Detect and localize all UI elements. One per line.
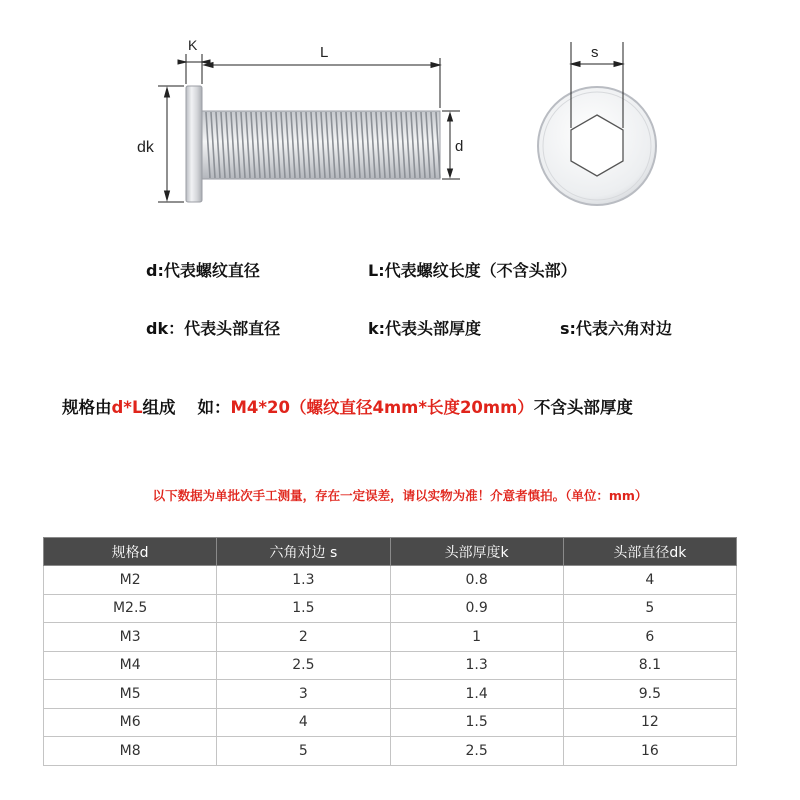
table-row bbox=[44, 680, 737, 709]
spec-example: M4*20（螺纹直径4mm*长度20mm） bbox=[230, 398, 534, 417]
measurement-notice: 以下数据为单批次手工测量，存在一定误差，请以实物为准！介意者慎拍。（单位：mm） bbox=[152, 488, 648, 503]
cell-size: M6 bbox=[44, 708, 217, 737]
cell-head-diameter: 5 bbox=[563, 594, 736, 623]
screw-diagram bbox=[0, 0, 800, 230]
cell-hex-width: 5 bbox=[217, 737, 390, 766]
table-row bbox=[44, 566, 737, 595]
d-label: d bbox=[455, 138, 464, 155]
cell-size: M2.5 bbox=[44, 594, 217, 623]
spec-prefix: 规格由 bbox=[62, 398, 112, 417]
screw-side-view bbox=[186, 86, 440, 202]
cell-head-thickness: 0.9 bbox=[390, 594, 563, 623]
spec-formula: d*L bbox=[111, 398, 143, 417]
table-row bbox=[44, 651, 737, 680]
l-label: L bbox=[320, 44, 329, 61]
spec-middle: 组成 bbox=[142, 398, 176, 417]
cell-head-thickness: 0.8 bbox=[390, 566, 563, 595]
spec-description bbox=[62, 394, 633, 418]
cell-head-diameter: 9.5 bbox=[563, 680, 736, 709]
k-dimension bbox=[178, 54, 210, 84]
table-row bbox=[44, 594, 737, 623]
spec-suffix: 不含头部厚度 bbox=[533, 398, 633, 417]
cell-size: M5 bbox=[44, 680, 217, 709]
s-label: s bbox=[591, 44, 599, 61]
cell-head-thickness: 1 bbox=[390, 623, 563, 652]
header-size: 规格d bbox=[44, 538, 217, 566]
legend-dk: dk：代表头部直径 bbox=[146, 319, 281, 338]
dk-label: dk bbox=[137, 139, 154, 156]
cell-hex-width: 1.3 bbox=[217, 566, 390, 595]
legend-s: s:代表六角对边 bbox=[560, 319, 672, 338]
cell-head-thickness: 1.3 bbox=[390, 651, 563, 680]
spec-table bbox=[43, 537, 737, 766]
cell-size: M3 bbox=[44, 623, 217, 652]
table-row bbox=[44, 737, 737, 766]
dk-dimension bbox=[158, 86, 184, 202]
header-hex-width: 六角对边 s bbox=[217, 538, 390, 566]
cell-head-diameter: 6 bbox=[563, 623, 736, 652]
cell-head-thickness: 2.5 bbox=[390, 737, 563, 766]
legend-d: d:代表螺纹直径 bbox=[146, 261, 260, 280]
table-row bbox=[44, 623, 737, 652]
l-dimension bbox=[204, 58, 440, 108]
header-head-diameter: 头部直径dk bbox=[563, 538, 736, 566]
cell-hex-width: 1.5 bbox=[217, 594, 390, 623]
screw-end-view bbox=[538, 87, 656, 205]
cell-hex-width: 4 bbox=[217, 708, 390, 737]
header-head-thickness: 头部厚度k bbox=[390, 538, 563, 566]
cell-hex-width: 2.5 bbox=[217, 651, 390, 680]
cell-head-diameter: 8.1 bbox=[563, 651, 736, 680]
cell-head-thickness: 1.5 bbox=[390, 708, 563, 737]
table-row bbox=[44, 708, 737, 737]
cell-head-diameter: 16 bbox=[563, 737, 736, 766]
legend-l: L:代表螺纹长度（不含头部） bbox=[368, 261, 577, 280]
cell-size: M4 bbox=[44, 651, 217, 680]
cell-head-thickness: 1.4 bbox=[390, 680, 563, 709]
table-header-row bbox=[44, 538, 737, 566]
cell-size: M2 bbox=[44, 566, 217, 595]
cell-head-diameter: 12 bbox=[563, 708, 736, 737]
legend-k: k:代表头部厚度 bbox=[368, 319, 482, 338]
cell-hex-width: 2 bbox=[217, 623, 390, 652]
k-label: K bbox=[188, 37, 198, 53]
cell-size: M8 bbox=[44, 737, 217, 766]
cell-hex-width: 3 bbox=[217, 680, 390, 709]
spec-example-label: 如： bbox=[197, 398, 231, 417]
cell-head-diameter: 4 bbox=[563, 566, 736, 595]
